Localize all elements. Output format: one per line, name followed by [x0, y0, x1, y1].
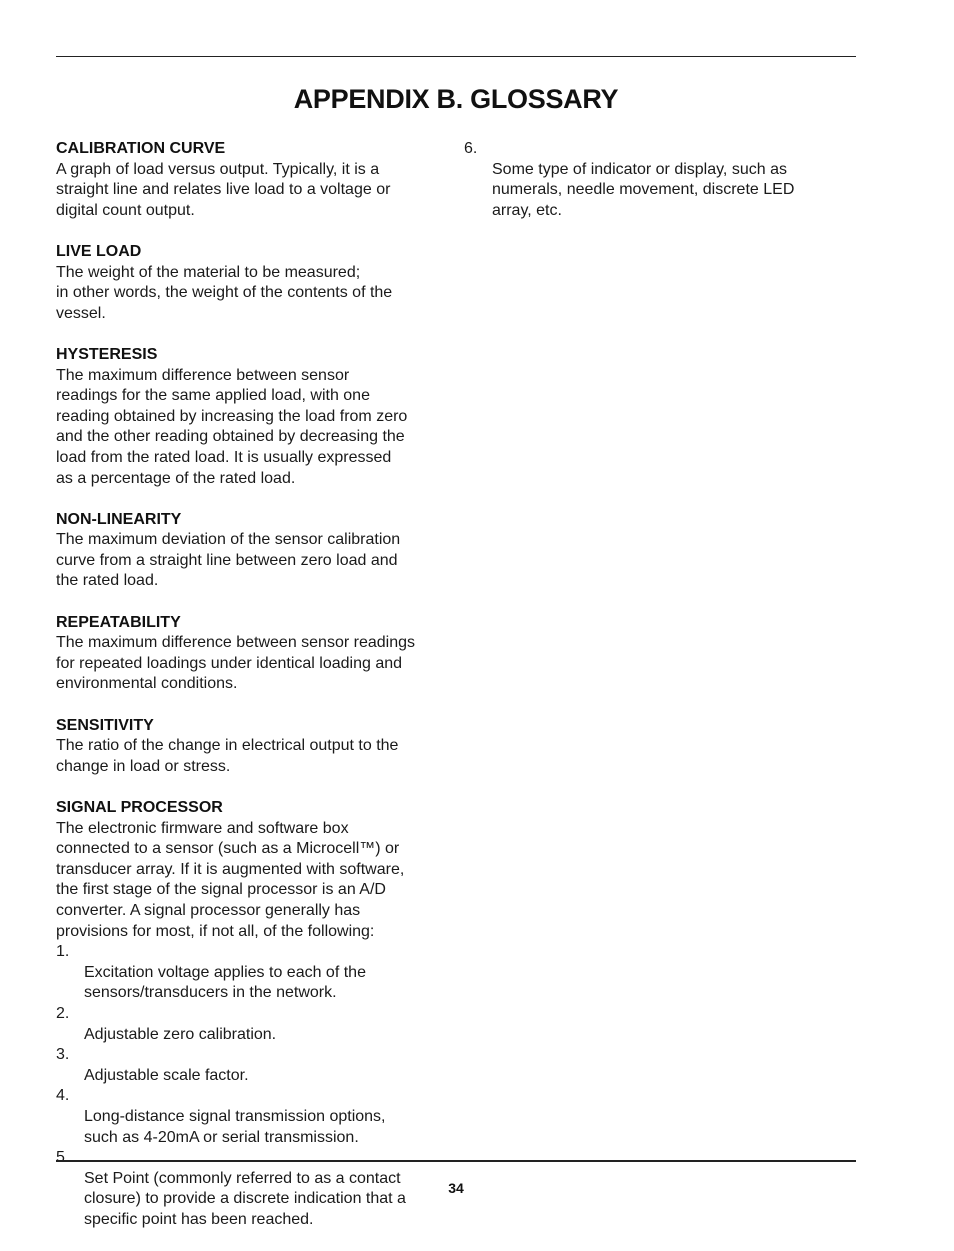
glossary-definition: The ratio of the change in electrical output to the change in load or stress.	[56, 737, 399, 775]
list-item	[56, 1004, 451, 1045]
glossary-term: REPEATABILITY	[56, 613, 181, 631]
list-item-text: Excitation voltage applies to each of the sensors/transducers in the network.	[84, 963, 366, 1002]
page-title: APPENDIX B. GLOSSARY	[293, 84, 619, 114]
list-item-text: Long-distance signal transmission options, such as 4-20mA or serial transmission.	[84, 1107, 386, 1146]
glossary-entry-hysteresis	[56, 345, 451, 489]
list-item-text: Adjustable scale factor.	[84, 1066, 249, 1084]
glossary-entry-signal-processor	[56, 798, 451, 1230]
glossary-entry-repeatability	[56, 613, 451, 695]
list-item-number: 1.	[56, 943, 70, 961]
list-item-number: 3.	[56, 1046, 70, 1064]
page-number: 34	[448, 1180, 464, 1196]
list-item-text: Set Point (commonly referred to as a contact closure) to provide a discrete indication that a specific point has been reached.	[84, 1169, 406, 1228]
glossary-entry-live-load	[56, 242, 451, 324]
list-item	[56, 1045, 451, 1086]
footer-rule	[56, 1160, 856, 1162]
glossary-entry-calibration-curve	[56, 139, 451, 221]
glossary-term: LIVE LOAD	[56, 242, 142, 260]
glossary-definition: The electronic firmware and software box connected to a sensor (such as a Microcell™) or transducer array. If it is augmented with software, the first stage of the signal processor is an A/D converter. A signal processor generally has provisions for most, if not all, of the following:	[56, 819, 405, 940]
glossary-right-column	[464, 139, 856, 221]
list-item-number: 6.	[464, 140, 478, 157]
list-item-text: Some type of indicator or display, such as numerals, needle movement, discrete LED array, etc.	[492, 160, 795, 219]
glossary-definition: The weight of the material to be measured; in other words, the weight of the contents of the vessel.	[56, 263, 393, 322]
glossary-definition: A graph of load versus output. Typically, it is a straight line and relates live load to a voltage or digital count output.	[56, 160, 391, 219]
list-item-text: Adjustable zero calibration.	[84, 1025, 277, 1043]
list-item-number: 4.	[56, 1087, 70, 1105]
list-item	[464, 139, 856, 221]
list-item-number: 2.	[56, 1004, 70, 1022]
glossary-left-column	[56, 139, 451, 1251]
glossary-entry-sensitivity	[56, 716, 451, 778]
signal-processor-list-continued	[464, 139, 856, 221]
header-rule	[56, 56, 856, 57]
glossary-term: SIGNAL PROCESSOR	[56, 799, 223, 816]
glossary-term: CALIBRATION CURVE	[56, 140, 226, 157]
glossary-term: NON-LINEARITY	[56, 510, 182, 528]
list-item	[56, 942, 451, 1004]
glossary-term: HYSTERESIS	[56, 345, 158, 363]
glossary-definition: The maximum deviation of the sensor calibration curve from a straight line between zero load and the rated load.	[56, 531, 401, 590]
glossary-definition: The maximum difference between sensor readings for repeated loadings under identical loading and environmental conditions.	[56, 634, 415, 693]
list-item	[56, 1086, 451, 1148]
glossary-entry-non-linearity	[56, 510, 451, 592]
glossary-term: SENSITIVITY	[56, 716, 154, 734]
glossary-definition: The maximum difference between sensor readings for the same applied load, with one reading obtained by increasing the load from zero and the other reading obtained by decreasing the load from the rated load. It is usually expressed as a percentage of the rated load.	[56, 366, 408, 487]
list-item-number: 5.	[56, 1149, 70, 1167]
